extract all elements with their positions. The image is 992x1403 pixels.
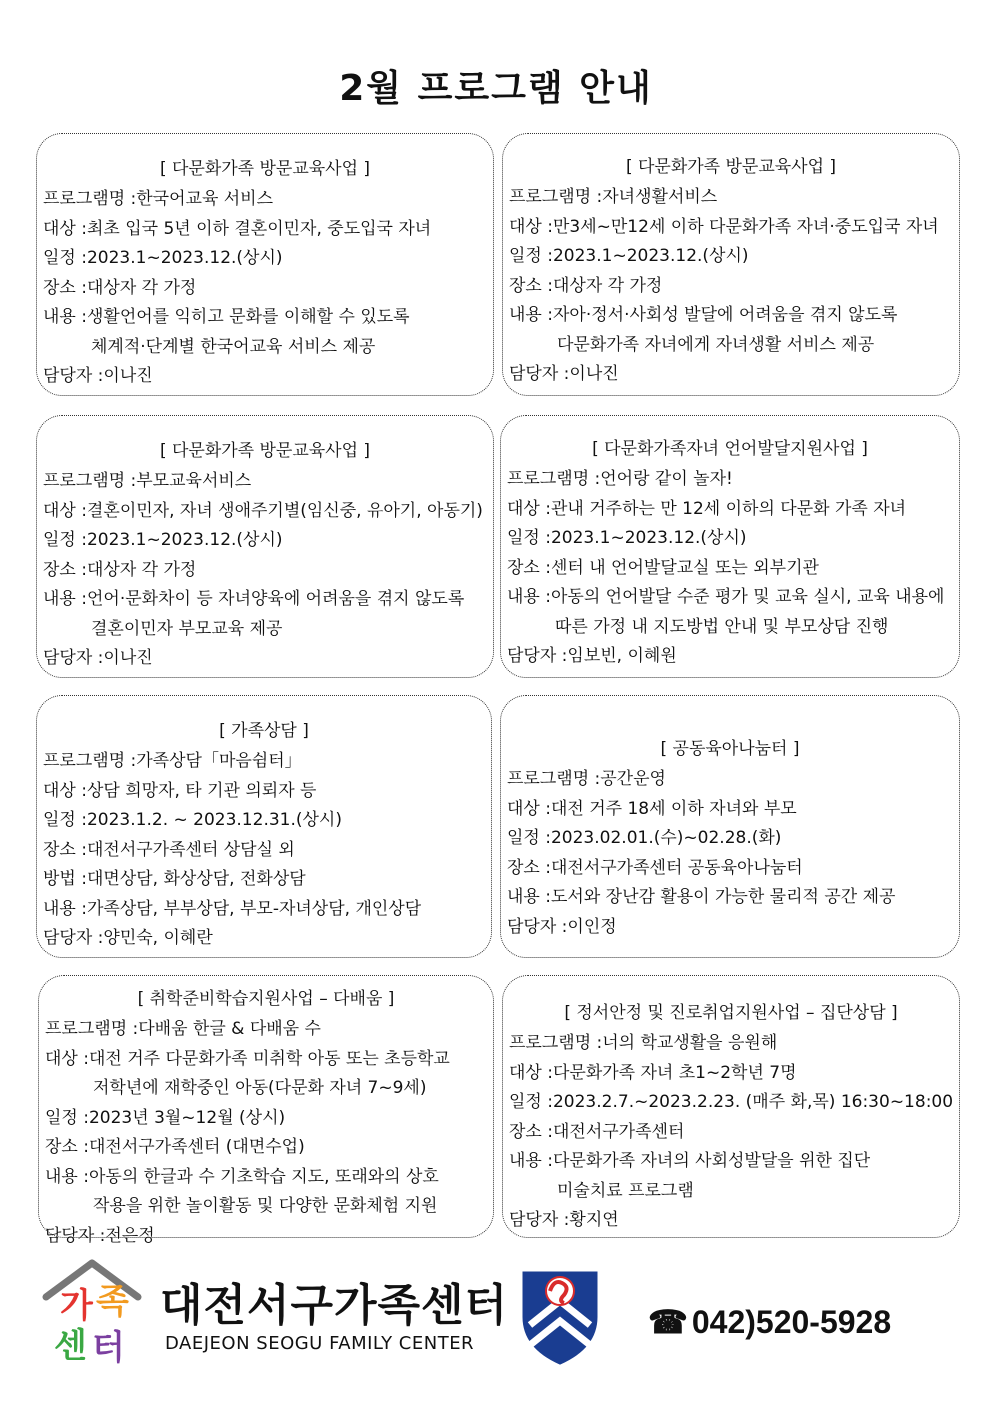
row-value-line: 2023.02.01.(수)~02.28.(화) bbox=[550, 828, 782, 848]
row-value bbox=[569, 360, 953, 390]
program-card-row bbox=[509, 183, 953, 213]
row-label: 대상 : bbox=[45, 1048, 89, 1069]
row-label: 일정 : bbox=[43, 248, 87, 268]
row-value-line: 미술치료 프로그램 bbox=[556, 1180, 694, 1201]
row-value bbox=[569, 1206, 953, 1236]
row-value-line: 센터 내 언어발달교실 또는 외부기관 bbox=[550, 557, 819, 578]
program-card-row bbox=[45, 1045, 487, 1104]
row-value-line: 부모교육서비스 bbox=[136, 471, 252, 491]
program-card bbox=[36, 415, 494, 678]
program-card-row bbox=[507, 854, 953, 884]
row-label: 장소 : bbox=[43, 277, 87, 298]
row-value-line: 대상자 각 가정 bbox=[552, 275, 663, 296]
program-card-row bbox=[509, 1088, 953, 1118]
row-label: 장소 : bbox=[507, 557, 551, 578]
program-card-row bbox=[507, 824, 953, 854]
row-value-line: 최초 입국 5년 이하 결혼이민자, 중도입국 자녀 bbox=[86, 218, 432, 239]
program-card bbox=[36, 695, 492, 958]
program-card-row bbox=[43, 556, 487, 586]
row-value-line: 아동의 한글과 수 기초학습 지도, 또래와의 상호 bbox=[88, 1166, 439, 1187]
program-card-row bbox=[45, 1133, 487, 1163]
row-value-line: 대전 거주 18세 이하 자녀와 부모 bbox=[550, 798, 797, 819]
program-card-row bbox=[509, 1059, 953, 1089]
program-card-header: [ 공동육아나눔터 ] bbox=[660, 739, 800, 759]
row-value bbox=[87, 274, 487, 304]
program-card-row bbox=[507, 883, 953, 913]
row-value-line: 따른 가정 내 지도방법 안내 및 부모상담 진행 bbox=[554, 616, 889, 637]
program-card-row bbox=[45, 1015, 487, 1045]
program-card-row bbox=[45, 1104, 487, 1134]
row-label: 담당자 : bbox=[509, 364, 570, 384]
program-card-row bbox=[509, 1206, 953, 1236]
row-value-line: 양민숙, 이혜란 bbox=[103, 928, 213, 948]
row-value-line: 자아·정서·사회성 발달에 어려움을 겪지 않도록 bbox=[552, 305, 898, 325]
row-label: 장소 : bbox=[45, 1137, 89, 1157]
row-value-line: 도서와 장난감 활용이 가능한 물리적 공간 제공 bbox=[550, 887, 896, 907]
row-label: 일정 : bbox=[507, 528, 551, 548]
phone-text: 042)520-5928 bbox=[691, 1304, 892, 1340]
program-card-header: [ 다문화가족 방문교육사업 ] bbox=[159, 441, 371, 461]
row-label: 대상 : bbox=[43, 780, 87, 801]
row-label: 프로그램명 : bbox=[43, 189, 137, 209]
row-value-line: 2023.2.7.~2023.2.23. (매주 화,목) 16:30~18:00 bbox=[552, 1092, 954, 1112]
program-card-row bbox=[509, 242, 953, 272]
row-value-line: 한국어교육 서비스 bbox=[136, 189, 274, 209]
row-label: 장소 : bbox=[43, 559, 87, 580]
program-card-row bbox=[43, 362, 487, 392]
row-value bbox=[553, 1059, 953, 1089]
program-card-row bbox=[43, 585, 487, 644]
row-value-line: 체계적·단계별 한국어교육 서비스 제공 bbox=[90, 336, 376, 357]
row-label: 담당자 : bbox=[509, 1210, 570, 1230]
row-value bbox=[553, 1088, 953, 1118]
row-value-line: 2023.1~2023.12.(상시) bbox=[86, 248, 283, 268]
row-value bbox=[553, 1147, 953, 1206]
row-value-line: 만3세~만12세 이하 다문화가족 자녀·중도입국 자녀 bbox=[552, 216, 939, 237]
row-value-line: 2023.1~2023.12.(상시) bbox=[86, 530, 283, 550]
row-value-line: 다문화가족 자녀에게 자녀생활 서비스 제공 bbox=[556, 334, 875, 355]
program-card-row bbox=[507, 524, 953, 554]
row-value-line: 대면상담, 화상상담, 전화상담 bbox=[86, 869, 306, 889]
program-card-row bbox=[509, 301, 953, 360]
row-value-line: 이나진 bbox=[103, 648, 153, 668]
row-value bbox=[551, 824, 953, 854]
row-value bbox=[103, 644, 487, 674]
phone-icon: ☎ bbox=[648, 1304, 688, 1340]
row-value bbox=[551, 554, 953, 584]
row-value-line: 2023.1~2023.12.(상시) bbox=[552, 246, 749, 266]
row-label: 일정 : bbox=[43, 530, 87, 550]
program-card-row bbox=[507, 465, 953, 495]
program-card-row bbox=[509, 272, 953, 302]
logo-char-ga: 가 bbox=[60, 1286, 93, 1326]
row-value-line: 이나진 bbox=[569, 364, 619, 384]
program-card-row bbox=[507, 495, 953, 525]
program-card-header: [ 가족상담 ] bbox=[219, 721, 309, 741]
program-card-row bbox=[43, 526, 487, 556]
row-value bbox=[600, 765, 953, 795]
program-card bbox=[500, 415, 960, 678]
row-label: 내용 : bbox=[43, 307, 87, 327]
row-value bbox=[87, 895, 485, 925]
row-value bbox=[138, 1015, 487, 1045]
row-label: 일정 : bbox=[509, 1092, 553, 1112]
row-label: 내용 : bbox=[507, 887, 551, 907]
row-label: 담당자 : bbox=[507, 916, 568, 937]
row-value bbox=[89, 1045, 487, 1104]
org-name: 대전서구가족센터 bbox=[160, 1280, 509, 1331]
row-value bbox=[551, 854, 953, 884]
program-card-row bbox=[509, 213, 953, 243]
row-value-line: 결혼이민자, 자녀 생애주기별(임신중, 유아기, 아동기) bbox=[86, 500, 483, 521]
program-card-header: [ 다문화가족 방문교육사업 ] bbox=[625, 157, 837, 177]
row-value-line: 이나진 bbox=[103, 366, 153, 386]
row-value bbox=[87, 497, 487, 527]
row-label: 담당자 : bbox=[43, 366, 104, 386]
logo-char-teo: 터 bbox=[92, 1328, 125, 1365]
program-card-row bbox=[43, 777, 485, 807]
row-label: 대상 : bbox=[507, 798, 551, 819]
row-label: 프로그램명 : bbox=[509, 1033, 603, 1053]
program-card-row bbox=[507, 765, 953, 795]
row-label: 내용 : bbox=[509, 305, 553, 325]
logo-char-sen: 센 bbox=[54, 1326, 87, 1365]
row-label: 장소 : bbox=[43, 839, 87, 860]
program-card-row bbox=[43, 865, 485, 895]
row-label: 일정 : bbox=[43, 810, 87, 830]
row-label: 프로그램명 : bbox=[43, 751, 137, 771]
row-value bbox=[602, 1029, 953, 1059]
program-card-header: [ 취학준비학습지원사업 – 다배움 ] bbox=[137, 989, 395, 1009]
row-value bbox=[600, 465, 953, 495]
row-value bbox=[551, 795, 953, 825]
row-label: 일정 : bbox=[45, 1107, 89, 1128]
row-value bbox=[551, 524, 953, 554]
row-label: 프로그램명 : bbox=[45, 1019, 139, 1039]
program-card bbox=[502, 133, 960, 396]
row-value-line: 황지연 bbox=[569, 1210, 619, 1230]
row-label: 장소 : bbox=[507, 857, 551, 878]
footer bbox=[0, 1255, 992, 1385]
row-value-line: 전은정 bbox=[105, 1225, 155, 1246]
row-value bbox=[87, 215, 487, 245]
row-value bbox=[136, 185, 487, 215]
row-value-line: 2023.1~2023.12.(상시) bbox=[550, 528, 747, 548]
row-value-line: 자녀생활서비스 bbox=[602, 187, 718, 207]
row-value bbox=[602, 183, 953, 213]
row-label: 대상 : bbox=[509, 1062, 553, 1083]
row-value-line: 2023.1.2. ~ 2023.12.31.(상시) bbox=[86, 810, 342, 830]
program-card-row bbox=[43, 497, 487, 527]
program-card-row bbox=[43, 836, 485, 866]
program-card bbox=[500, 695, 960, 958]
row-value-line: 대전서구가족센터 bbox=[552, 1121, 685, 1142]
program-card-header: [ 다문화가족자녀 언어발달지원사업 ] bbox=[592, 439, 868, 459]
row-label: 대상 : bbox=[507, 498, 551, 519]
row-value-line: 공간운영 bbox=[600, 769, 666, 789]
row-value bbox=[551, 883, 953, 913]
row-value-line: 다배움 한글 & 다배움 수 bbox=[138, 1019, 321, 1039]
row-label: 담당자 : bbox=[507, 646, 568, 666]
program-card-row bbox=[507, 795, 953, 825]
row-label: 내용 : bbox=[43, 898, 87, 919]
phone-number[interactable] bbox=[648, 1303, 891, 1341]
row-label: 프로그램명 : bbox=[509, 187, 603, 207]
row-value bbox=[136, 467, 487, 497]
program-card-row bbox=[43, 274, 487, 304]
program-card bbox=[36, 133, 494, 396]
row-value-line: 관내 거주하는 만 12세 이하의 다문화 가족 자녀 bbox=[550, 498, 907, 519]
row-value bbox=[553, 213, 953, 243]
row-value bbox=[87, 556, 487, 586]
program-card-row bbox=[509, 360, 953, 390]
row-value-line: 대전서구가족센터 공동육아나눔터 bbox=[550, 857, 803, 878]
row-label: 내용 : bbox=[43, 589, 87, 609]
program-card-row bbox=[509, 1147, 953, 1206]
program-card-row bbox=[43, 185, 487, 215]
program-card bbox=[38, 975, 494, 1246]
row-value-line: 아동의 언어발달 수준 평가 및 교육 실시, 교육 내용에 bbox=[550, 587, 945, 607]
row-label: 담당자 : bbox=[45, 1225, 106, 1246]
row-value bbox=[567, 913, 953, 943]
program-card bbox=[502, 975, 960, 1238]
program-card-row bbox=[43, 467, 487, 497]
row-label: 장소 : bbox=[509, 275, 553, 296]
row-value bbox=[103, 362, 487, 392]
row-value-line: 임보빈, 이혜원 bbox=[567, 646, 677, 666]
program-card-row bbox=[509, 1029, 953, 1059]
row-label: 대상 : bbox=[43, 218, 87, 239]
row-value bbox=[87, 244, 487, 274]
row-value-line: 언어·문화차이 등 자녀양육에 어려움을 겪지 않도록 bbox=[86, 589, 465, 609]
logo-char-jok: 족 bbox=[96, 1282, 129, 1322]
row-value bbox=[87, 865, 485, 895]
row-value bbox=[553, 301, 953, 360]
row-value-line: 대전서구가족센터 (대면수업) bbox=[88, 1137, 305, 1157]
row-value bbox=[87, 836, 485, 866]
row-value bbox=[89, 1163, 487, 1222]
org-name-en: DAEJEON SEOGU FAMILY CENTER bbox=[165, 1333, 475, 1354]
row-value-line: 대상자 각 가정 bbox=[86, 277, 197, 298]
row-label: 담당자 : bbox=[43, 648, 104, 668]
family-center-logo-icon bbox=[40, 1255, 150, 1365]
row-value-line: 가족상담, 부부상담, 부모-자녀상담, 개인상담 bbox=[86, 898, 422, 919]
row-value-line: 대전서구가족센터 상담실 외 bbox=[86, 839, 295, 860]
row-label: 일정 : bbox=[507, 828, 551, 848]
row-label: 내용 : bbox=[45, 1166, 89, 1187]
program-card-row bbox=[507, 583, 953, 642]
program-card-row bbox=[43, 895, 485, 925]
row-value bbox=[553, 272, 953, 302]
program-card-header: [ 정서안정 및 진로취업지원사업 – 집단상담 ] bbox=[564, 1003, 898, 1023]
row-value bbox=[89, 1104, 487, 1134]
row-value bbox=[89, 1133, 487, 1163]
row-value-line: 이인정 bbox=[567, 916, 617, 937]
row-value-line: 대상자 각 가정 bbox=[86, 559, 197, 580]
row-value bbox=[87, 806, 485, 836]
program-card-row bbox=[507, 642, 953, 672]
row-value bbox=[87, 777, 485, 807]
row-value-line: 다문화가족 자녀 초1~2학년 7명 bbox=[552, 1062, 797, 1083]
row-value-line: 가족상담「마음쉼터」 bbox=[136, 751, 302, 771]
row-value-line: 2023년 3월~12월 (상시) bbox=[88, 1107, 286, 1128]
row-label: 내용 : bbox=[509, 1151, 553, 1171]
program-card-row bbox=[45, 1163, 487, 1222]
row-value bbox=[551, 583, 953, 642]
row-label: 대상 : bbox=[43, 500, 87, 521]
row-value-line: 저학년에 재학중인 아동(다문화 자녀 7~9세) bbox=[92, 1078, 427, 1098]
row-label: 프로그램명 : bbox=[507, 769, 601, 789]
row-value-line: 상담 희망자, 타 기관 의뢰자 등 bbox=[86, 780, 317, 801]
program-card-row bbox=[43, 303, 487, 362]
row-value-line: 대전 거주 다문화가족 미취학 아동 또는 초등학교 bbox=[88, 1048, 450, 1069]
program-card-row bbox=[43, 215, 487, 245]
row-value-line: 작용을 위한 놀이활동 및 다양한 문화체험 지원 bbox=[92, 1196, 438, 1216]
row-label: 내용 : bbox=[507, 587, 551, 607]
row-value-line: 다문화가족 자녀의 사회성발달을 위한 집단 bbox=[552, 1151, 871, 1171]
row-label: 프로그램명 : bbox=[507, 469, 601, 489]
program-card-row bbox=[507, 554, 953, 584]
row-value bbox=[87, 585, 487, 644]
row-value bbox=[553, 242, 953, 272]
row-value bbox=[87, 303, 487, 362]
program-card-header: [ 다문화가족 방문교육사업 ] bbox=[159, 159, 371, 179]
row-label: 방법 : bbox=[43, 869, 87, 889]
row-value-line: 너의 학교생활을 응원해 bbox=[602, 1033, 778, 1053]
row-label: 프로그램명 : bbox=[43, 471, 137, 491]
page-title: 2월 프로그램 안내 bbox=[339, 68, 653, 109]
program-card-row bbox=[43, 806, 485, 836]
row-value bbox=[551, 495, 953, 525]
seogu-emblem-icon bbox=[520, 1265, 600, 1365]
row-value bbox=[105, 1222, 487, 1252]
row-value bbox=[553, 1118, 953, 1148]
row-label: 대상 : bbox=[509, 216, 553, 237]
row-value bbox=[103, 924, 485, 954]
program-card-row bbox=[507, 913, 953, 943]
program-card-row bbox=[43, 244, 487, 274]
row-value-line: 결혼이민자 부모교육 제공 bbox=[90, 618, 283, 639]
program-card-row bbox=[43, 747, 485, 777]
program-card-row bbox=[43, 924, 485, 954]
row-value bbox=[136, 747, 485, 777]
row-value bbox=[87, 526, 487, 556]
row-label: 담당자 : bbox=[43, 928, 104, 948]
program-card-row bbox=[43, 644, 487, 674]
row-value-line: 생활언어를 익히고 문화를 이해할 수 있도록 bbox=[86, 307, 410, 327]
row-label: 장소 : bbox=[509, 1121, 553, 1142]
program-card-row bbox=[45, 1222, 487, 1252]
row-label: 일정 : bbox=[509, 246, 553, 266]
row-value-line: 언어랑 같이 놀자! bbox=[600, 469, 733, 489]
program-card-row bbox=[509, 1118, 953, 1148]
row-value bbox=[567, 642, 953, 672]
